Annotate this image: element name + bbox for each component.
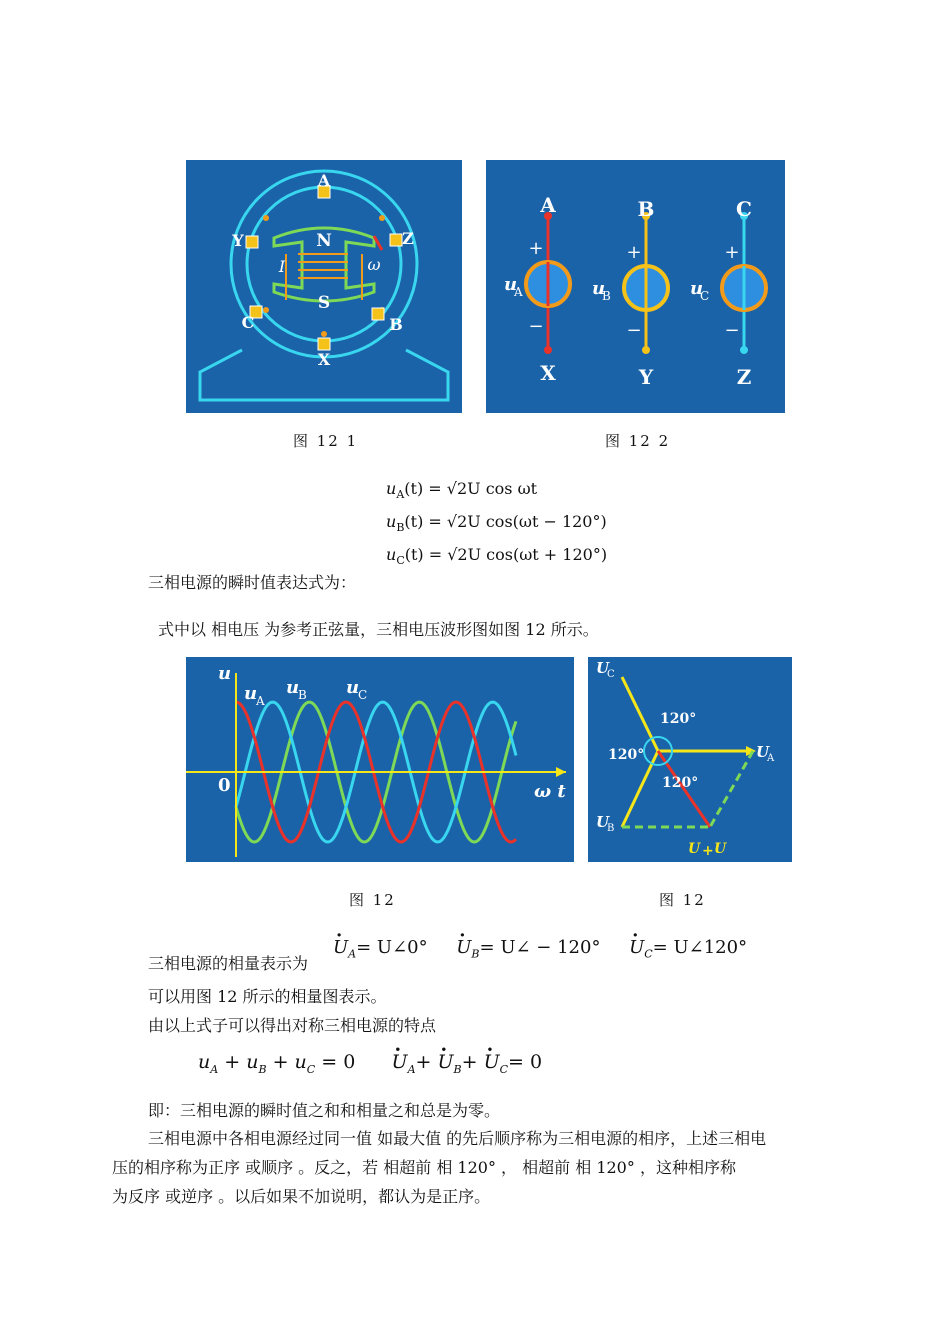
text-line-6: 即：三相电源的瞬时值之和和相量之和总是为零。 xyxy=(148,1101,501,1120)
figure-4-caption: 图 12 xyxy=(659,891,706,909)
phase-b-plus: + xyxy=(626,242,642,263)
phase-c-sub: C xyxy=(700,289,710,303)
angle-label-3: 120° xyxy=(662,775,699,791)
phase-b-bottom: Y xyxy=(638,365,654,389)
phase-b-u: u xyxy=(592,278,606,299)
label-n: N xyxy=(316,231,332,251)
phase-b-minus: − xyxy=(626,320,642,341)
phase-sources-figure xyxy=(486,160,785,413)
text-line-3: 三相电源的相量表示为 xyxy=(148,954,309,973)
label-z: Z xyxy=(402,229,414,248)
text-line-4: 可以用图 12 所示的相量图表示。 xyxy=(148,987,387,1006)
label-x: X xyxy=(317,350,331,369)
label-c: C xyxy=(241,313,255,332)
text-line-5: 由以上式子可以得出对称三相电源的特点 xyxy=(148,1016,437,1035)
waveform-figure xyxy=(186,657,574,862)
equation-ub: $u_B(t) = √2U$ cos(ωt − 120°) xyxy=(386,512,607,535)
phasor-sum-plus: + xyxy=(702,843,714,859)
series-a-sub: A xyxy=(256,694,265,708)
generator-figure xyxy=(186,160,462,413)
axis-y-label: u xyxy=(218,663,232,684)
phasor-diagram xyxy=(588,657,792,862)
axis-x-label: ω t xyxy=(534,781,566,802)
phasor-equations: · $U_A=$ U∠0° · $U_B=$ U∠ − 120° · $U_C=$ U∠120° xyxy=(333,937,747,961)
phase-c-u: u xyxy=(690,278,704,299)
label-a: A xyxy=(317,171,331,190)
phase-c-minus: − xyxy=(724,320,740,341)
text-line-1: 三相电源的瞬时值表达式为： xyxy=(148,573,357,592)
phase-a-minus: − xyxy=(528,316,544,337)
label-omega: ω xyxy=(367,255,381,274)
paragraph-line-3: 为反序 或逆序 。以后如果不加说明，都认为是正序。 xyxy=(112,1187,491,1206)
svg-text:U: U xyxy=(596,659,610,677)
figure-3-caption: 图 12 xyxy=(349,891,396,909)
generator-diagram xyxy=(186,160,462,413)
phasor-label-c: C xyxy=(607,669,615,680)
origin-label: 0 xyxy=(218,775,231,796)
series-b-name: u xyxy=(286,677,300,698)
figure-1-caption: 图 12 1 xyxy=(293,432,359,450)
series-a-name: u xyxy=(244,683,258,704)
phase-c-source xyxy=(690,197,766,389)
equation-uc: $u_C(t) = √2U$ cos(ωt + 120°) xyxy=(386,545,608,568)
phasor-figure xyxy=(588,657,792,862)
paragraph-line-2: 压的相序称为正序 或顺序 。反之，若 相超前 相 120° ， 相超前 相 120° ，这种相序称 xyxy=(112,1158,736,1177)
phasor-label-a: A xyxy=(767,753,775,764)
angle-label-2: 120° xyxy=(608,747,645,763)
text-line-2: 式中以 相电压 为参考正弦量，三相电压波形图如图 12 所示。 xyxy=(158,620,599,639)
figure-2-caption: 图 12 2 xyxy=(605,432,671,450)
svg-text:U: U xyxy=(688,841,701,857)
phase-c-bottom: Z xyxy=(736,365,752,389)
series-b-sub: B xyxy=(298,688,307,702)
series-c-name: u xyxy=(346,677,360,698)
equation-ua: $u_A(t) = √2U$ cos ωt xyxy=(386,479,538,502)
label-current: I xyxy=(278,257,286,276)
angle-label-1: 120° xyxy=(660,711,697,727)
sum-equations: $u_A + u_B + u_C = 0$ · $U_A+ \cdot U_B+ \cdot U_C= 0$ xyxy=(198,1051,542,1076)
svg-text:U: U xyxy=(714,841,727,857)
phase-b-sub: B xyxy=(602,289,611,303)
phase-a-u: u xyxy=(504,274,518,295)
paragraph-line-1: 三相电源中各相电源经过同一值 如最大值 的先后顺序称为三相电源的相序，上述三相电 xyxy=(148,1129,767,1148)
phase-c-plus: + xyxy=(724,242,740,263)
phase-a-plus: + xyxy=(528,238,544,259)
phase-sources-diagram xyxy=(486,160,785,413)
svg-text:U: U xyxy=(756,743,770,761)
phase-b-source xyxy=(592,197,668,389)
label-b: B xyxy=(389,315,403,334)
phase-c-top: C xyxy=(736,197,752,221)
waveform-chart xyxy=(186,657,574,862)
label-y: Y xyxy=(232,231,244,250)
phase-a-bottom: X xyxy=(540,361,556,385)
phase-a-top: A xyxy=(540,193,556,217)
phasor-label-b: B xyxy=(607,823,615,834)
series-c-sub: C xyxy=(358,688,368,702)
label-s: S xyxy=(317,293,331,313)
phase-b-top: B xyxy=(637,197,655,221)
phase-a-source xyxy=(504,193,570,385)
svg-text:U: U xyxy=(596,813,610,831)
phase-a-sub: A xyxy=(514,285,523,299)
